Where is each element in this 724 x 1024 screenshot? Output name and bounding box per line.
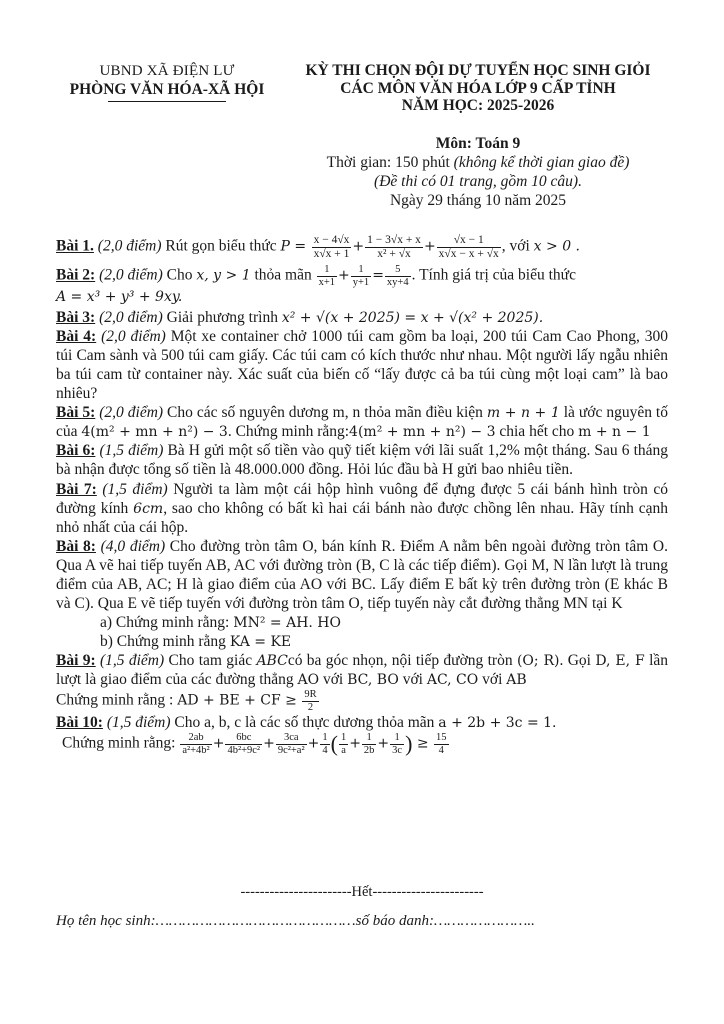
problem-5-label: Bài 5: [56, 403, 96, 421]
p2-f1-den: x+1 [318, 276, 336, 288]
subject: Môn: Toán 9 [435, 135, 521, 152]
p10-f1-den: a²+4b² [182, 744, 210, 756]
problem-8-label: Bài 8: [56, 538, 96, 556]
p9-fraction [302, 689, 318, 713]
p1-f1-num: x − 4√x [313, 234, 350, 246]
p2-fraction-3 [385, 264, 411, 288]
p10-c-den: 3c [392, 744, 403, 756]
exam-title-line1: KỲ THI CHỌN ĐỘI DỰ TUYỂN HỌC SINH GIỎI [305, 62, 651, 79]
problem-9-text6: với [398, 670, 427, 688]
p10-f3-den: 9c²+a² [277, 744, 305, 756]
p10-inv-a [339, 732, 348, 756]
problem-5-text1: Cho các số nguyên dương m, n thỏa mãn điều kiện [163, 403, 487, 421]
problem-3-label: Bài 3: [56, 309, 96, 327]
problem-1-text: Rút gọn biểu thức [161, 237, 281, 255]
problem-8-text: Cho đường tròn tâm O, bán kính R. Điểm A nằm bên ngoài đường tròn tâm O. Qua A vẽ hai tiếp tuyến AB, AC với đường tròn (B, C là các tiếp điểm). Gọi M, N lần lượt là trung điểm của AB, AC; H là giao điểm của AO với BC. Lấy điểm E bất kỳ trên đường tròn (E khác B và C). Qua E vẽ tiếp tuyến với đường tròn tâm O, tiếp tuyến này cắt đường thẳng MN tại K [56, 538, 668, 612]
problem-2-label: Bài 2: [56, 266, 96, 284]
p9-frac-den: 2 [302, 701, 318, 714]
p9-circle: (O; R) [516, 652, 560, 669]
problem-7-text2: , sao cho không có bất kì hai cái bánh nào được chồng lên nhau. Hãy tính cạnh nhỏ nhất của cái hộp. [56, 500, 669, 537]
problem-9-text5: với [319, 670, 348, 688]
problem-5-points: (2,0 điểm) [95, 403, 164, 421]
p10-fraction-3 [276, 732, 307, 756]
p2-xy: x, y > 1 [196, 267, 251, 284]
problem-5-text2: là ước nguyên tố của [56, 403, 668, 440]
p10-c-num: 1 [394, 732, 400, 744]
exam-title-line2: CÁC MÔN VĂN HÓA LỚP 9 CẤP TỈNH [340, 79, 616, 97]
p8a-label: a) Chứng minh rằng: [100, 613, 234, 631]
p1-condition: x > 0 . [533, 238, 581, 255]
exam-info [283, 135, 673, 211]
p10-q-den: 4 [322, 744, 328, 756]
problem-6-text: Bà H gửi một số tiền vào quỹ tiết kiệm với lãi suất 1,2% một tháng. Sau 6 tháng bà nhận được tổng số tiền là 48.000.000 đồng. Hỏi lúc đầu bà H gửi bao nhiêu tiền. [56, 441, 669, 478]
problem-5-text3: . Chứng minh rằng: [227, 422, 350, 440]
department-name: PHÒNG VĂN HÓA-XÃ HỘI [69, 81, 265, 99]
commune-name: UBND XÃ ĐIỆN LƯ [99, 63, 235, 79]
p9-frac-num: 9R [304, 689, 317, 701]
problem-9 [56, 652, 668, 714]
problem-9-text1: Cho tam giác [164, 651, 257, 669]
problem-4-points: (2,0 điểm) [96, 328, 166, 346]
exam-date: Ngày 29 tháng 10 năm 2025 [389, 191, 567, 209]
problem-10-points: (1,5 điểm) [102, 713, 171, 731]
p10-a-num: 1 [340, 732, 347, 744]
student-info-line: Họ tên học sinh:………………………………………số báo danh:………………….. [56, 913, 535, 929]
p9-triangle: ABC [256, 652, 288, 669]
p2-f2-den: y+1 [352, 276, 370, 288]
p10-fraction-1 [180, 732, 211, 756]
p10-r-den: 4 [434, 744, 449, 757]
problem-9-text2: có ba góc nhọn, nội tiếp đường tròn [287, 651, 517, 669]
p1-var-P: P [280, 238, 290, 255]
problem-4-text: Một xe container chở 1000 túi cam gồm ba loại, 200 túi Cam Cao Phong, 300 túi Cam sành và 500 túi cam giấy. Các túi cam có kích thước như nhau. Một người lấy ngẫu nhiên ba túi cam từ container này. Xác suất của biến cố “lấy được cả ba túi cùng một loại cam” là bao nhiêu? [56, 328, 669, 402]
problem-7 [56, 481, 668, 538]
p10-f2-den: 4b²+9c² [227, 744, 261, 756]
p2-expression-A: A = x³ + y³ + 9xy. [56, 289, 183, 306]
p2-f2-num: 1 [358, 264, 364, 276]
p2-f3-den: xy+4 [386, 276, 409, 288]
problem-2-text2: thỏa mãn [250, 266, 316, 284]
p10-b-num: 1 [366, 732, 372, 744]
problem-10-text2: Chứng minh rằng: [62, 735, 180, 753]
duration [283, 154, 673, 173]
problem-8-points: (4,0 điểm) [95, 538, 166, 556]
problem-2-points: (2,0 điểm) [95, 266, 163, 284]
school-year: NĂM HỌC: 2025-2026 [401, 97, 555, 114]
p5-expression-1: 4(m² + mn + n²) − 3 [81, 423, 228, 440]
problem-8 [56, 538, 668, 614]
problem-10-label: Bài 10: [56, 713, 103, 731]
problem-9-points: (1,5 điểm) [95, 651, 165, 669]
problem-2-text1: Cho [162, 266, 197, 284]
problem-1-tail: , với [501, 237, 534, 255]
p10-f1-num: 2ab [188, 732, 204, 744]
p1-f3-den: x√x − x + √x [438, 247, 499, 260]
p10-condition: a + 2b + 3c = 1. [438, 714, 557, 731]
problem-7-points: (1,5 điểm) [96, 481, 168, 499]
p10-q-num: 1 [322, 732, 328, 744]
p9-inequality: AD + BE + CF ≥ [177, 693, 302, 710]
problem-9-text3: . Gọi [559, 651, 596, 669]
problem-1-label: Bài 1. [56, 237, 94, 255]
problem-5 [56, 404, 668, 442]
p2-fraction-1 [317, 264, 337, 288]
problem-8a [56, 614, 668, 633]
problem-10-inequality: Chứng minh rằng: $\frac{2ab}{\text{a²+4b²}}$ + $\frac{6bc}{\text{4b²+9c²}}$ + $\frac{3ca}{\text{9c²+a²}}$ + $\frac{1}{4}$ ( $\frac{1}{a}$ + $\frac{1}{2b}$ + $\frac{1}{3c}$ ) ≥ $\frac{15}{4}$ [62, 731, 447, 757]
p3-equation: x² + √(x + 2025) = x + √(x² + 2025). [281, 310, 544, 327]
duration-note: (không kể thời gian giao đề) [453, 153, 630, 171]
problem-10 [56, 714, 668, 733]
problem-2: Bài 2: (2,0 điểm) Cho x, y > 1 thỏa mãn $\frac{1}{x+1}$ + $\frac{1}{y+1}$ = $\frac{5}{xy+4}$ . Tính giá trị của biểu thức A = x³ + y³ + 9xy. [56, 264, 576, 306]
header-right [283, 62, 673, 115]
p8b-formula: KA = KE [229, 633, 292, 650]
p1-f1-den: x√x + 1 [313, 247, 350, 260]
p1-f3-num: √x − 1 [453, 234, 484, 246]
p9-line-3: AC, CO [426, 671, 479, 688]
p1-eq-sign: = [289, 238, 311, 255]
end-mark: -----------------------Hết----------------------- [240, 884, 484, 900]
problem-7-label: Bài 7: [56, 481, 97, 499]
p10-quarter [320, 732, 329, 756]
problem-3 [56, 309, 668, 328]
p10-inv-3c [390, 732, 404, 756]
problems [56, 234, 668, 757]
problem-2-text3: . Tính giá trị của biểu thức [411, 266, 576, 284]
p10-r-num: 15 [436, 732, 447, 744]
p1-fraction-2 [365, 234, 423, 260]
p10-fraction-2 [225, 732, 262, 756]
problem-7-text1: Người ta làm một cái hộp hình vuông để đựng được 5 cái bánh hình tròn có đường kính [56, 481, 669, 518]
p1-fraction-1 [312, 234, 352, 260]
p10-b-den: 2b [363, 744, 375, 756]
p5-divisor: m + n − 1 [578, 423, 651, 440]
problem-3-text: Giải phương trình [162, 309, 282, 327]
p1-fraction-3 [437, 234, 501, 260]
p9-line-2: BC, BO [347, 671, 399, 688]
p10-inv-2b [362, 732, 377, 756]
p1-f2-den: x² + √x [365, 247, 423, 261]
problem-8b [56, 633, 668, 652]
header-left [62, 62, 272, 102]
p9-line-1: AO [297, 671, 320, 688]
p9-points: D, E, F [595, 652, 645, 669]
p5-condition: m + n + 1 [486, 404, 560, 421]
problem-9-text4: lần lượt là giao điểm của các đường thẳng [56, 651, 669, 688]
p5-expression-2: 4(m² + mn + n²) − 3 [349, 423, 496, 440]
p8a-formula: MN² = AH. HO [233, 614, 341, 631]
p2-fraction-2 [351, 264, 371, 288]
problem-1-points: (2,0 điểm) [93, 237, 162, 255]
problem-9-text8: Chứng minh rằng : [56, 692, 178, 710]
problem-4-label: Bài 4: [56, 328, 97, 346]
problem-5-text4: chia hết cho [495, 422, 579, 440]
problem-6-label: Bài 6: [56, 441, 96, 459]
p10-f3-num: 3ca [283, 732, 299, 744]
p10-f2-num: 6bc [236, 732, 252, 744]
p2-f3-num: 5 [395, 264, 401, 276]
problem-10-text1: Cho a, b, c là các số thực dương thỏa mãn [170, 713, 439, 731]
problem-4 [56, 328, 668, 404]
p10-a-den: a [339, 744, 348, 757]
p10-result [434, 732, 449, 756]
problem-6-points: (1,5 điểm) [95, 441, 164, 459]
p9-line-4: AB [506, 671, 527, 688]
pages-note: (Đề thi có 01 trang, gồm 10 câu). [374, 172, 582, 190]
problem-9-text7: với [478, 670, 507, 688]
p1-f2-num: 1 − 3√x + x [367, 234, 421, 246]
problem-3-points: (2,0 điểm) [95, 309, 163, 327]
problem-6 [56, 442, 668, 480]
p2-f1-num: 1 [324, 264, 330, 276]
header-underline [108, 101, 226, 102]
p8b-label: b) Chứng minh rằng [100, 632, 230, 650]
problem-1: Bài 1. (2,0 điểm) Rút gọn biểu thức P = $\frac{x - 4√x}{x√x + 1}$ + $\frac{1 - 3√x + x}{\text{x² + √x}}$ + $\frac{√x - 1}{x√x - x + √x}$ , với x > 0 . [56, 234, 581, 260]
duration-text: Thời gian: 150 phút [326, 153, 454, 171]
p7-diameter: 6cm [133, 501, 164, 518]
problem-9-label: Bài 9: [56, 651, 96, 669]
